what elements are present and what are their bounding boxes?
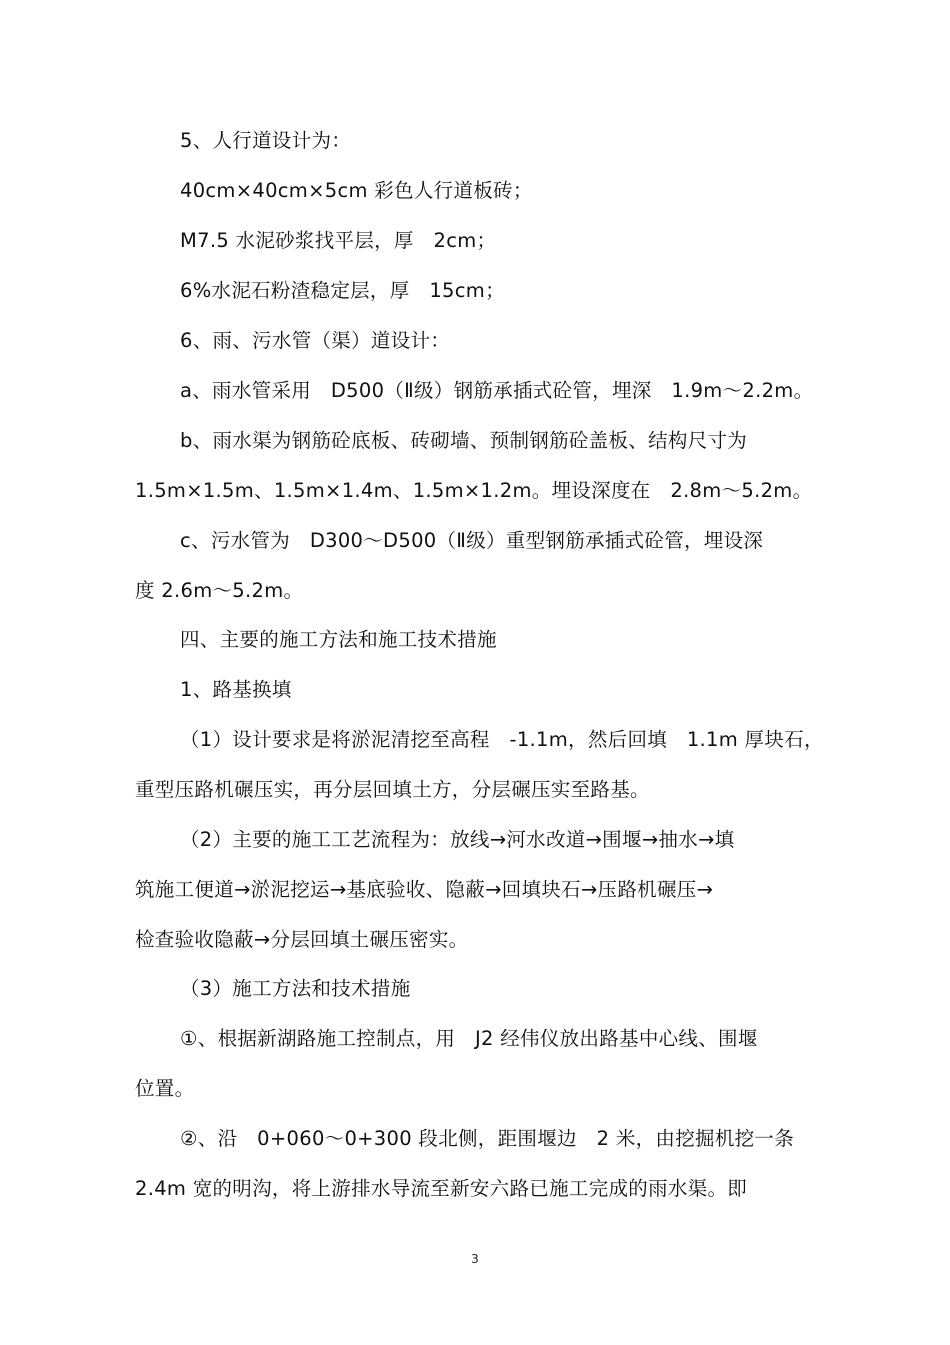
text-line: 40cm×40cm×5cm 彩色人行道板砖； [180, 179, 533, 202]
text-line: 5、人行道设计为： [180, 129, 352, 152]
text-line: （3）施工方法和技术措施 [180, 977, 411, 1000]
text-line: M7.5 水泥砂浆找平层，厚 2cm； [180, 229, 497, 252]
text-line: a、雨水管采用 D500（Ⅱ级）钢筋承插式砼管，埋深 1.9m～2.2m。 [180, 379, 814, 402]
text-line: b、雨水渠为钢筋砼底板、砖砌墙、预制钢筋砼盖板、结构尺寸为 [180, 429, 748, 452]
text-line: 筑施工便道→淤泥挖运→基底验收、隐蔽→回填块石→压路机碾压→ [135, 878, 714, 901]
text-line: 1.5m×1.5m、1.5m×1.4m、1.5m×1.2m。埋设深度在 2.8m～5.2m。 [135, 479, 813, 502]
text-line: 6、雨、污水管（渠）道设计： [180, 329, 451, 352]
text-line: 度 2.6m～5.2m。 [135, 579, 304, 602]
subsection-heading: 1、路基换填 [180, 678, 292, 701]
page-number: 3 [471, 1252, 479, 1266]
text-line: ①、根据新湖路施工控制点，用 J2 经伟仪放出路基中心线、围堰 [180, 1027, 758, 1050]
text-line: 2.4m 宽的明沟，将上游排水导流至新安六路已施工完成的雨水渠。即 [135, 1177, 748, 1200]
text-line: （2）主要的施工工艺流程为：放线→河水改道→围堰→抽水→填 [180, 828, 735, 851]
text-line: ②、沿 0+060～0+300 段北侧，距围堰边 2 米，由挖掘机挖一条 [180, 1127, 795, 1150]
section-heading: 四、主要的施工方法和施工技术措施 [180, 628, 497, 651]
text-line: 重型压路机碾压实，再分层回填土方，分层碾压实至路基。 [135, 778, 650, 801]
text-line: （1）设计要求是将淤泥清挖至高程 -1.1m，然后回填 1.1m 厚块石， [180, 728, 824, 751]
text-line: c、污水管为 D300～D500（Ⅱ级）重型钢筋承插式砼管，埋设深 [180, 529, 764, 552]
text-line: 位置。 [135, 1077, 195, 1100]
text-line: 6%水泥石粉渣稳定层，厚 15cm； [180, 279, 505, 302]
text-line: 检查验收隐蔽→分层回填土碾压密实。 [135, 928, 469, 951]
